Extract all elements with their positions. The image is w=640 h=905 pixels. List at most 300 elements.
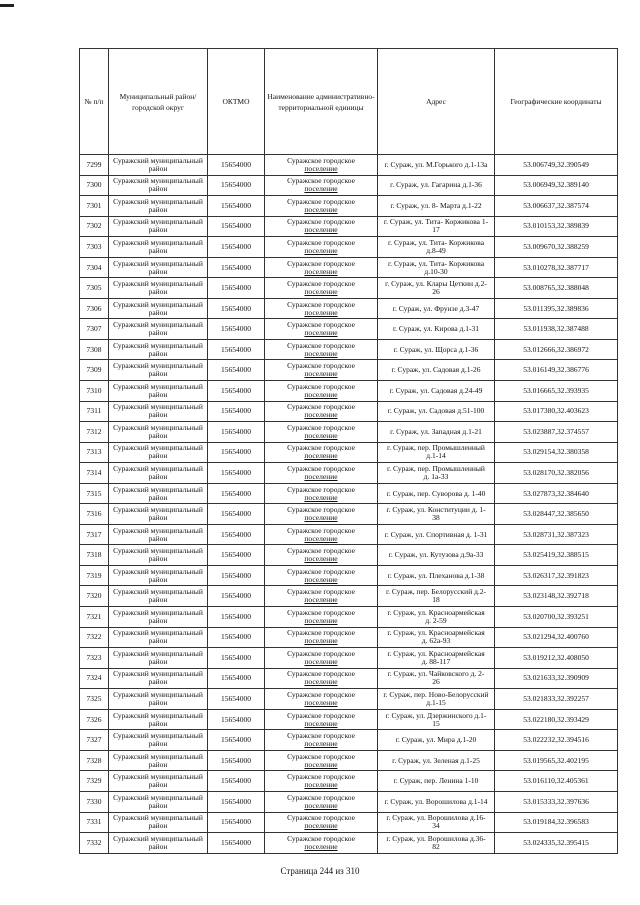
address-cell [378,524,495,545]
address-line-1: г. Сураж, ул. Спортивная д. 1-31 [384,529,488,539]
address-line-2: д.1-14 [426,451,446,461]
row-number: 7321 [80,607,109,628]
coords-cell: 53.028170,32.382056 [495,463,618,484]
address-cell [378,196,495,217]
oktmo-cell: 15654000 [208,196,265,217]
unit-line-1: Суражское городское [287,587,355,597]
address-cell [378,545,495,566]
district-line-1: Суражский муниципальный [113,751,203,761]
district-line-1: Суражский муниципальный [113,587,203,597]
table-row [80,812,618,833]
address-cell [378,586,495,607]
row-number: 7310 [80,381,109,402]
coords-cell: 53.019184,32.396583 [495,812,618,833]
address-line-1: г. Сураж, пер. Суворова д. 1-40 [386,488,486,498]
oktmo-cell: 15654000 [208,237,265,258]
row-number: 7327 [80,730,109,751]
address-cell [378,812,495,833]
address-cell [378,730,495,751]
unit-line-1: Суражское городское [287,320,355,330]
address-cell [378,237,495,258]
address-cell [378,381,495,402]
table-row [80,545,618,566]
address-line-1: г. Сураж, ул. М.Горького д.1-13а [384,159,488,169]
unit-line-1: Суражское городское [287,505,355,515]
row-number: 7311 [80,401,109,422]
coords-cell: 53.019565,32.402195 [495,750,618,771]
district-cell [109,791,208,812]
district-line-1: Суражский муниципальный [113,258,203,268]
unit-line-1: Суражское городское [287,361,355,371]
address-line-2: 18 [432,595,440,605]
unit-cell [265,216,378,237]
unit-line-1: Суражское городское [287,648,355,658]
district-line-1: Суражский муниципальный [113,196,203,206]
unit-line-1: Суражское городское [287,689,355,699]
address-cell [378,504,495,525]
unit-cell [265,545,378,566]
col-header-district: Муниципальный район/городской округ [109,49,208,155]
row-number: 7305 [80,278,109,299]
row-number: 7325 [80,689,109,710]
district-line-2: район [148,328,168,338]
table-row [80,730,618,751]
address-table [79,48,618,854]
district-line-1: Суражский муниципальный [113,320,203,330]
oktmo-cell: 15654000 [208,442,265,463]
district-line-1: Суражский муниципальный [113,237,203,247]
district-cell [109,216,208,237]
district-cell [109,750,208,771]
district-line-2: район [148,471,168,481]
unit-line-2: поселение [304,759,338,769]
unit-line-2: поселение [304,245,338,255]
table-row [80,771,618,792]
table-row [80,791,618,812]
coords-cell: 53.021833,32.392257 [495,689,618,710]
address-line-2: д. 88-117 [421,656,451,666]
unit-line-2: поселение [304,266,338,276]
unit-cell [265,278,378,299]
oktmo-cell: 15654000 [208,709,265,730]
oktmo-cell: 15654000 [208,319,265,340]
district-line-2: район [148,821,168,831]
address-line-1: г. Сураж, ул. Тита- Коржикова 1- [383,217,489,227]
district-line-1: Суражский муниципальный [113,628,203,638]
district-cell [109,607,208,628]
address-line-1: г. Сураж, ул. Дзержинского д.1- [385,710,487,720]
table-row [80,483,618,504]
district-line-1: Суражский муниципальный [113,340,203,350]
unit-line-2: поселение [304,225,338,235]
district-line-1: Суражский муниципальный [113,402,203,412]
oktmo-cell: 15654000 [208,401,265,422]
address-cell [378,648,495,669]
address-line-2: д.8-49 [426,245,446,255]
district-line-2: район [148,574,168,584]
address-line-1: г. Сураж, ул. Мира д.1-20 [395,735,477,745]
coords-cell: 53.022232,32.394516 [495,730,618,751]
unit-cell [265,196,378,217]
district-line-1: Суражский муниципальный [113,381,203,391]
coords-cell: 53.011938,32.387488 [495,319,618,340]
district-cell [109,381,208,402]
address-line-1: г. Сураж, пер. Промышленный [387,463,485,473]
address-cell [378,668,495,689]
col-header-coords: Географические координаты [495,49,618,155]
row-number: 7320 [80,586,109,607]
unit-line-2: поселение [304,615,338,625]
address-line-2: 26 [432,677,440,687]
district-cell [109,155,208,176]
address-line-1: г. Сураж, ул. Красноармейская [387,648,485,658]
address-line-1: г. Сураж, ул. Плеханова д.1-38 [387,570,485,580]
address-line-1: г. Сураж, ул. Садовая д.1-26 [391,365,481,375]
unit-cell [265,298,378,319]
address-line-1: г. Сураж, пер. Промышленный [387,443,485,453]
oktmo-cell: 15654000 [208,257,265,278]
unit-line-2: поселение [304,430,338,440]
coords-cell: 53.021294,32.400760 [495,627,618,648]
district-line-2: район [148,780,168,790]
unit-line-2: поселение [304,697,338,707]
district-cell [109,524,208,545]
row-number: 7330 [80,791,109,812]
table-row [80,709,618,730]
unit-cell [265,504,378,525]
unit-line-2: поселение [304,307,338,317]
address-line-1: г. Сураж, ул. Ворошилова д.16- [386,813,486,823]
oktmo-cell: 15654000 [208,298,265,319]
unit-line-2: поселение [304,739,338,749]
unit-cell [265,648,378,669]
district-cell [109,648,208,669]
row-number: 7307 [80,319,109,340]
oktmo-cell: 15654000 [208,360,265,381]
address-cell [378,257,495,278]
table-row [80,524,618,545]
row-number: 7318 [80,545,109,566]
district-line-1: Суражский муниципальный [113,607,203,617]
row-number: 7302 [80,216,109,237]
coords-cell: 53.006749,32.390549 [495,155,618,176]
address-cell [378,771,495,792]
oktmo-cell: 15654000 [208,771,265,792]
unit-cell [265,586,378,607]
district-cell [109,771,208,792]
table-row [80,196,618,217]
unit-cell [265,360,378,381]
district-line-2: район [148,615,168,625]
district-line-2: район [148,492,168,502]
unit-cell [265,750,378,771]
address-cell [378,750,495,771]
address-line-1: г. Сураж, ул. Ворошилова д.1-14 [384,796,488,806]
unit-line-1: Суражское городское [287,731,355,741]
row-number: 7301 [80,196,109,217]
row-number: 7329 [80,771,109,792]
district-cell [109,442,208,463]
district-line-1: Суражский муниципальный [113,792,203,802]
district-cell [109,565,208,586]
address-line-2: д. 2-59 [425,615,447,625]
district-line-2: район [148,163,168,173]
address-cell [378,155,495,176]
row-number: 7312 [80,422,109,443]
table-row [80,750,618,771]
address-cell [378,442,495,463]
unit-line-2: поселение [304,287,338,297]
district-line-1: Суражский муниципальный [113,813,203,823]
table-body [80,155,618,854]
unit-line-1: Суражское городское [287,813,355,823]
table-row [80,586,618,607]
address-cell [378,709,495,730]
oktmo-cell: 15654000 [208,278,265,299]
coords-cell: 53.016665,32.393935 [495,381,618,402]
district-line-2: район [148,697,168,707]
district-line-1: Суражский муниципальный [113,566,203,576]
table-row [80,257,618,278]
coords-cell: 53.029154,32.380358 [495,442,618,463]
coords-cell: 53.010153,32.389839 [495,216,618,237]
unit-line-1: Суражское городское [287,607,355,617]
district-line-2: район [148,225,168,235]
district-line-2: район [148,410,168,420]
district-cell [109,422,208,443]
unit-cell [265,319,378,340]
unit-line-1: Суражское городское [287,792,355,802]
oktmo-cell: 15654000 [208,730,265,751]
district-cell [109,668,208,689]
unit-line-1: Суражское городское [287,463,355,473]
address-line-1: г. Сураж, ул. Фрунзе д.3-47 [392,303,480,313]
address-cell [378,278,495,299]
district-line-1: Суражский муниципальный [113,299,203,309]
address-cell [378,339,495,360]
table-row [80,175,618,196]
unit-cell [265,442,378,463]
table-row [80,422,618,443]
district-line-1: Суражский муниципальный [113,710,203,720]
unit-line-1: Суражское городское [287,628,355,638]
table-row [80,668,618,689]
unit-line-1: Суражское городское [287,217,355,227]
table-row [80,627,618,648]
address-line-1: г. Сураж, ул. Садовая д.24-49 [389,385,483,395]
district-cell [109,730,208,751]
district-cell [109,298,208,319]
unit-cell [265,401,378,422]
coords-cell: 53.006949,32.389140 [495,175,618,196]
unit-line-2: поселение [304,471,338,481]
unit-cell [265,791,378,812]
unit-line-1: Суражское городское [287,340,355,350]
unit-line-2: поселение [304,389,338,399]
unit-cell [265,381,378,402]
district-line-2: район [148,677,168,687]
unit-line-1: Суражское городское [287,710,355,720]
address-line-1: г. Сураж, пер. Белорусский д.2- [385,587,487,597]
unit-line-2: поселение [304,328,338,338]
address-line-1: г. Сураж, ул. Гагарина д.1-36 [390,180,482,190]
district-cell [109,586,208,607]
unit-line-1: Суражское городское [287,381,355,391]
oktmo-cell: 15654000 [208,175,265,196]
oktmo-cell: 15654000 [208,381,265,402]
oktmo-cell: 15654000 [208,668,265,689]
address-line-2: 15 [432,718,440,728]
table-row [80,381,618,402]
district-line-1: Суражский муниципальный [113,669,203,679]
address-cell [378,607,495,628]
oktmo-cell: 15654000 [208,812,265,833]
coords-cell: 53.027873,32.384640 [495,483,618,504]
unit-cell [265,607,378,628]
page-footer: Страница 244 из 310 [280,866,360,876]
oktmo-cell: 15654000 [208,689,265,710]
row-number: 7332 [80,833,109,854]
coords-cell: 53.026317,32.391823 [495,565,618,586]
district-cell [109,833,208,854]
coords-cell: 53.016110,32.405361 [495,771,618,792]
address-line-1: г. Сураж, ул. Кирова д.1-31 [392,324,480,334]
district-line-1: Суражский муниципальный [113,279,203,289]
district-cell [109,360,208,381]
address-cell [378,833,495,854]
district-line-2: район [148,307,168,317]
coords-cell: 53.017380,32.403623 [495,401,618,422]
district-cell [109,401,208,422]
unit-line-1: Суражское городское [287,443,355,453]
row-number: 7303 [80,237,109,258]
unit-cell [265,155,378,176]
coords-cell: 53.010278,32.387717 [495,257,618,278]
coords-cell: 53.028731,32.387323 [495,524,618,545]
address-line-1: г. Сураж, ул. Чайковского д. 2- [387,669,485,679]
table-row [80,607,618,628]
address-cell [378,422,495,443]
unit-cell [265,257,378,278]
unit-cell [265,422,378,443]
unit-line-2: поселение [304,533,338,543]
unit-line-2: поселение [304,451,338,461]
coords-cell: 53.023887,32.374557 [495,422,618,443]
unit-line-2: поселение [304,513,338,523]
district-cell [109,709,208,730]
district-line-1: Суражский муниципальный [113,422,203,432]
district-line-1: Суражский муниципальный [113,361,203,371]
unit-line-1: Суражское городское [287,299,355,309]
unit-line-2: поселение [304,554,338,564]
district-line-1: Суражский муниципальный [113,463,203,473]
coords-cell: 53.016149,32.386776 [495,360,618,381]
coords-cell: 53.023148,32.392718 [495,586,618,607]
table-row [80,401,618,422]
table-row [80,216,618,237]
unit-cell [265,339,378,360]
address-line-2: 26 [432,287,440,297]
unit-cell [265,565,378,586]
oktmo-cell: 15654000 [208,833,265,854]
unit-line-2: поселение [304,204,338,214]
district-cell [109,339,208,360]
district-line-1: Суражский муниципальный [113,217,203,227]
unit-line-2: поселение [304,163,338,173]
address-cell [378,689,495,710]
address-line-1: г. Сураж, ул. Западная д.1-21 [390,426,482,436]
address-line-1: г. Сураж, ул. Зеленая д.1-25 [392,755,480,765]
address-line-1: г. Сураж, пер. Ленина 1-10 [393,776,479,786]
table-row [80,360,618,381]
unit-line-1: Суражское городское [287,196,355,206]
district-line-1: Суражский муниципальный [113,525,203,535]
unit-cell [265,627,378,648]
unit-cell [265,237,378,258]
oktmo-cell: 15654000 [208,216,265,237]
unit-line-2: поселение [304,184,338,194]
address-line-2: 38 [432,513,440,523]
oktmo-cell: 15654000 [208,422,265,443]
district-line-2: район [148,718,168,728]
oktmo-cell: 15654000 [208,565,265,586]
unit-cell [265,463,378,484]
unit-line-1: Суражское городское [287,525,355,535]
coords-cell: 53.028447,32.385650 [495,504,618,525]
address-line-1: г. Сураж, ул. Конституции д. 1- [386,505,486,515]
row-number: 7322 [80,627,109,648]
unit-line-2: поселение [304,656,338,666]
district-cell [109,504,208,525]
table-row [80,319,618,340]
table-header-row [80,49,618,155]
oktmo-cell: 15654000 [208,750,265,771]
table-row [80,648,618,669]
district-cell [109,257,208,278]
district-cell [109,483,208,504]
district-line-2: район [148,348,168,358]
district-line-2: район [148,841,168,851]
row-number: 7308 [80,339,109,360]
table-row [80,155,618,176]
address-cell [378,791,495,812]
table-row [80,442,618,463]
address-line-1: г. Сураж, ул. Тита- Коржикова [387,258,485,268]
row-number: 7317 [80,524,109,545]
unit-line-1: Суражское городское [287,669,355,679]
coords-cell: 53.020700,32.393251 [495,607,618,628]
row-number: 7324 [80,668,109,689]
coords-cell: 53.012666,32.386972 [495,339,618,360]
address-line-1: г. Сураж, ул. Ворошилова д.36- [386,833,486,843]
address-line-1: г. Сураж, ул. Тита- Коржикова [387,237,485,247]
district-cell [109,627,208,648]
scan-mark [0,4,14,7]
district-cell [109,278,208,299]
unit-line-2: поселение [304,369,338,379]
address-cell [378,298,495,319]
unit-line-2: поселение [304,821,338,831]
district-line-1: Суражский муниципальный [113,176,203,186]
address-line-2: 34 [432,821,440,831]
table-row [80,833,618,854]
table-row [80,339,618,360]
district-line-2: район [148,636,168,646]
address-line-1: г. Сураж, ул. Клары Цеткин д.2- [385,279,487,289]
district-line-1: Суражский муниципальный [113,833,203,843]
address-line-1: г. Сураж, ул. Красноармейская [387,607,485,617]
district-line-2: район [148,430,168,440]
